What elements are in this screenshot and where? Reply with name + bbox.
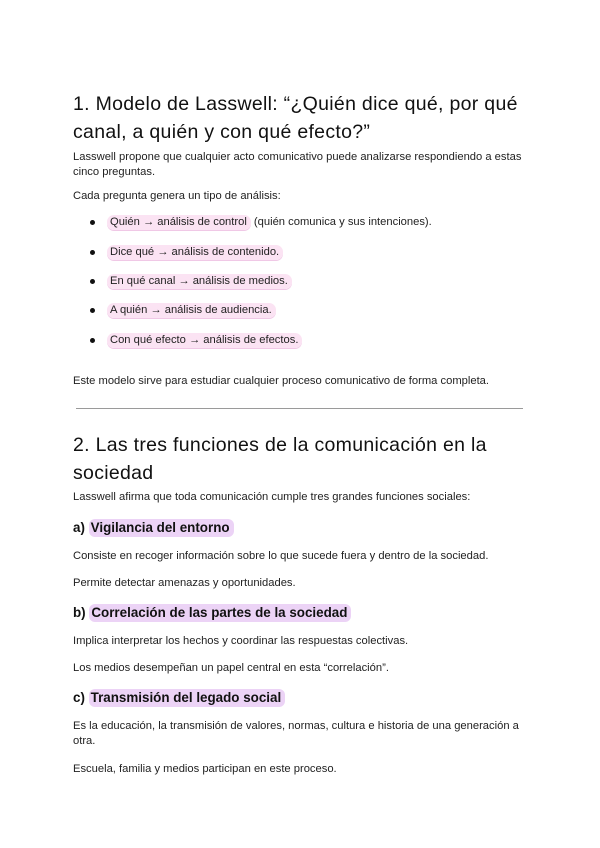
function-paragraph: Los medios desempeñan un papel central en esta “correlación”. (73, 662, 389, 674)
function-paragraph: Permite detectar amenazas y oportunidades. (73, 577, 296, 589)
function-paragraph: Escuela, familia y medios participan en este proceso. (73, 763, 337, 775)
section-2-title: 2. Las tres funciones de la comunicación en la sociedad (73, 434, 487, 484)
function-paragraph: Es la educación, la transmisión de valores, normas, cultura e historia de una generación a otra. (73, 720, 519, 747)
function-prefix: b) (73, 605, 86, 620)
function-prefix: c) (73, 690, 85, 705)
bullet-highlight: Quién → análisis de control (107, 215, 251, 230)
section-2-intro: Lasswell afirma que toda comunicación cumple tres grandes funciones sociales: (73, 491, 471, 503)
bullet-icon (90, 338, 95, 343)
section-1-intro: Lasswell propone que cualquier acto comunicativo puede analizarse respondiendo a estas cinco preguntas. (73, 151, 522, 178)
bullet-text: (quién comunica y sus intenciones). (250, 216, 432, 228)
bullet-icon (90, 250, 95, 255)
section-divider (76, 408, 523, 409)
function-paragraph: Implica interpretar los hechos y coordinar las respuestas colectivas. (73, 635, 409, 647)
bullet-highlight: A quién → análisis de audiencia. (107, 303, 276, 318)
function-heading (73, 604, 351, 622)
function-heading (73, 689, 285, 707)
bullet-icon (90, 279, 95, 284)
section-1-title: 1. Modelo de Lasswell: “¿Quién dice qué, por qué canal, a quién y con qué efecto?” (73, 93, 518, 143)
function-prefix: a) (73, 520, 85, 535)
bullet-highlight: Dice qué → análisis de contenido. (107, 245, 283, 260)
function-name: Correlación de las partes de la sociedad (89, 604, 351, 622)
section-1-closing: Este modelo sirve para estudiar cualquier proceso comunicativo de forma completa. (73, 375, 490, 387)
function-name: Vigilancia del entorno (89, 519, 234, 537)
function-paragraph: Consiste en recoger información sobre lo que sucede fuera y dentro de la sociedad. (73, 550, 489, 562)
function-heading (73, 519, 234, 537)
bullet-icon (90, 220, 95, 225)
bullet-icon (90, 308, 95, 313)
function-name: Transmisión del legado social (89, 689, 286, 707)
section-1-lead: Cada pregunta genera un tipo de análisis: (73, 190, 281, 202)
bullet-highlight: En qué canal → análisis de medios. (107, 274, 292, 289)
bullet-highlight: Con qué efecto → análisis de efectos. (107, 333, 302, 348)
